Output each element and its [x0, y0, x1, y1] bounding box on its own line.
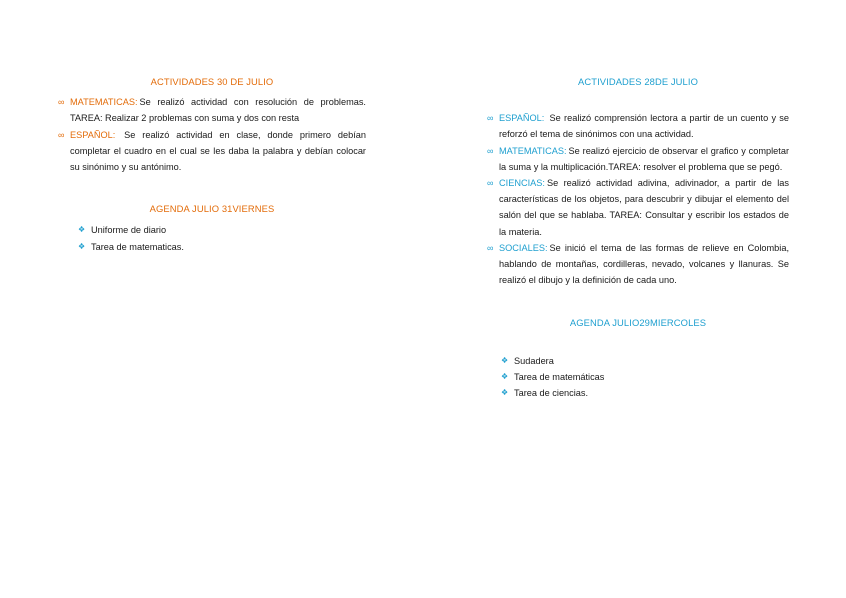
right-agenda-list — [501, 353, 789, 402]
entry-text: Se realizó comprensión lectora a partir de un cuento y se reforzó el tema de sinónimos con una actividad. — [499, 113, 789, 140]
entry-subject: SOCIALES: — [499, 242, 548, 253]
entry-text: Se realizó actividad adivina, adivinador, a partir de las características de los objetos, para descubrir y dibujar el elemento del salón del que se hablaba. TAREA: Consultar y escribir los estados de la materia. — [499, 178, 789, 237]
entry-subject: ESPAÑOL: — [70, 129, 116, 140]
entry-text: Se realizó actividad con resolución de problemas. TAREA: Realizar 2 problemas con suma y dos con resta — [70, 97, 366, 124]
right-column — [487, 74, 789, 401]
right-entry-sociales — [487, 240, 789, 289]
left-heading: ACTIVIDADES 30 DE JULIO — [150, 76, 274, 87]
infinity-icon: ∞ — [487, 113, 494, 124]
infinity-icon: ∞ — [487, 145, 494, 156]
infinity-icon: ∞ — [487, 178, 494, 189]
left-entry-espanol — [58, 127, 366, 176]
entry-subject: ESPAÑOL: — [499, 113, 545, 124]
right-entry-ciencias — [487, 175, 789, 240]
entry-subject: MATEMATICAS: — [70, 97, 138, 108]
diamond-icon: ❖ — [78, 225, 86, 235]
left-entry-matematicas — [58, 94, 366, 126]
agenda-item-label: Sudadera — [514, 355, 554, 366]
infinity-icon: ∞ — [58, 129, 65, 140]
list-item — [78, 222, 366, 238]
entry-text: Se realizó actividad en clase, donde primero debían completar el cuadro en el cual se les daba la palabra y debían colocar su sinónimo y su antónimo. — [70, 129, 366, 173]
list-item — [501, 369, 789, 385]
right-heading: ACTIVIDADES 28DE JULIO — [578, 76, 698, 87]
left-agenda-list — [78, 222, 366, 254]
entry-subject: CIENCIAS: — [499, 178, 545, 189]
diamond-icon: ❖ — [501, 355, 509, 365]
diamond-icon: ❖ — [501, 388, 509, 398]
entry-text: Se inició el tema de las formas de relieve en Colombia, hablando de montañas, cordilleras, nevado, volcanes y llanuras. Se realizó el dibujo y la definición de cada uno. — [499, 242, 789, 286]
left-column — [58, 74, 366, 255]
list-item — [501, 353, 789, 369]
right-entry-matematicas — [487, 143, 789, 175]
right-entry-espanol — [487, 110, 789, 142]
agenda-item-label: Tarea de matemáticas — [514, 371, 605, 382]
entry-text: Se realizó ejercicio de observar el grafico y completar la suma y la multiplicación.TAREA: resolver el problema que se pegó. — [499, 145, 789, 172]
entry-subject: MATEMATICAS: — [499, 145, 567, 156]
list-item — [78, 239, 366, 255]
left-agenda-heading: AGENDA JULIO 31VIERNES — [149, 203, 275, 215]
infinity-icon: ∞ — [487, 242, 494, 253]
diamond-icon: ❖ — [501, 371, 509, 381]
infinity-icon: ∞ — [58, 97, 65, 108]
agenda-item-label: Tarea de ciencias. — [514, 388, 589, 399]
right-agenda-heading: AGENDA JULIO29MIERCOLES — [569, 317, 707, 329]
agenda-item-label: Tarea de matematicas. — [91, 241, 184, 252]
agenda-item-label: Uniforme de diario — [91, 225, 167, 236]
list-item — [501, 385, 789, 401]
diamond-icon: ❖ — [78, 241, 86, 251]
